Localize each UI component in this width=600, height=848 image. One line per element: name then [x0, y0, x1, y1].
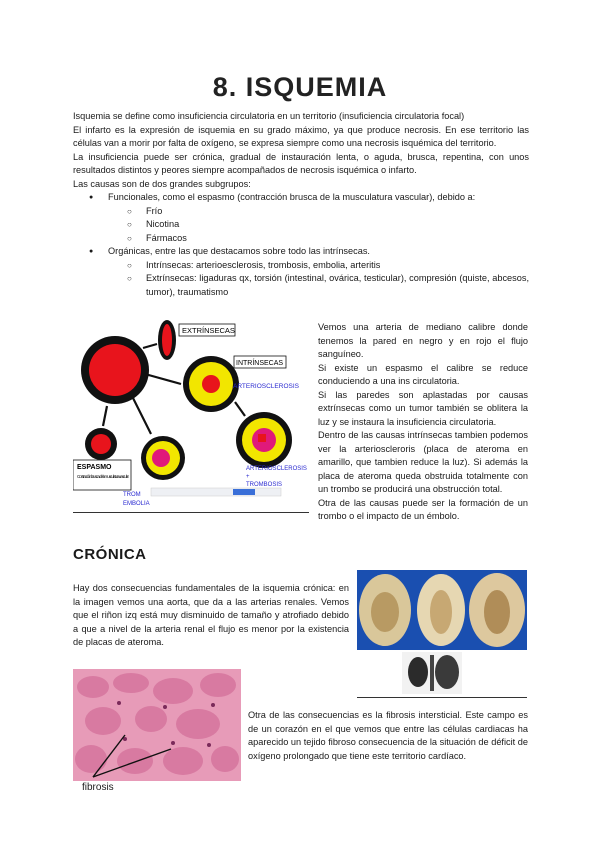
fibrosis-label: fibrosis	[82, 782, 114, 793]
definition-paragraph: Isquemia se define como insuficiencia circulatoria en un territorio (insuficiencia circulatoria focal)	[73, 111, 465, 121]
cronica-paragraph-2: Otra de las consecuencias es la fibrosis intersticial. Este campo es de un corazón en el que vemos que entre las células cardiacas ha aparecido un tejido fibroso consecuencia de la situación de déficit de oxígeno prolongado que tiene este territorio cardíaco.	[248, 710, 528, 761]
bullet-functional: Funcionales, como el espasmo (contracción brusca de la musculatura vascular), debido a:	[108, 192, 476, 202]
list-item: ○ Extrínsecas: ligaduras qx, torsión (intestinal, ovárica, testicular), compresión (quiste, abcesos, tumor), traumatismo	[108, 272, 529, 299]
sub-list	[108, 259, 529, 300]
page-title: 8. ISQUEMIA	[212, 72, 388, 102]
kidney-left-hilum	[371, 592, 399, 632]
artery-compressed-lumen	[162, 324, 172, 356]
label-espasmo: ESPASMO	[77, 464, 112, 471]
histology-fibrosis-image	[73, 669, 241, 781]
artery-causes-diagram	[73, 318, 309, 512]
embolus	[152, 449, 170, 467]
insufficiency-paragraph: La insuficiencia puede ser crónica, gradual de instauración lenta, o aguda, brusca, repentina, con unos resultados distintos y peores siempre acompañados de necrosis isquémica o infarto.	[73, 151, 529, 175]
bullet-organic: Orgánicas, entre las que destacamos sobre todo las intrínsecas.	[108, 246, 370, 256]
label-trombosis: TROMBOSIS	[246, 482, 283, 488]
list-item: ○ Frío	[108, 205, 529, 219]
residual-lumen	[258, 434, 266, 442]
infarct-paragraph: El infarto es la expresión de isquemia en su grado máximo, ya que produce necrosis. En ese territorio las células van a morir por falta de oxígeno, se expresa siempre como una necrosis isquémica del territorio.	[73, 124, 529, 148]
kidney-small-left	[408, 657, 428, 687]
label-arterio-trombosis: ARTERIOSCLEROSIS	[246, 466, 307, 472]
spasm-lumen	[91, 434, 111, 454]
label-trom: TROM	[123, 492, 141, 498]
toolbar-button	[233, 489, 255, 495]
label-extrinsecas: EXTRÍNSECAS	[182, 326, 235, 335]
video-toolbar	[151, 488, 281, 496]
list-item: ○ Nicotina	[108, 218, 529, 232]
kidney-middle-hilum	[430, 590, 452, 634]
label-intrinsecas: INTRÍNSECAS	[236, 360, 284, 367]
label-plus: +	[246, 474, 250, 480]
kidney-right-hilum	[484, 590, 510, 634]
label-espasmo-desc: Contracción brusca de la musculatura vascular	[77, 474, 129, 479]
list-item	[73, 245, 529, 299]
artery-lumen-normal	[89, 344, 141, 396]
kidney-photo	[357, 570, 527, 650]
causes-paragraph: Las causas son de dos grandes subgrupos:	[73, 178, 251, 189]
list-item: ○ Intrínsecas: arterioesclerosis, trombosis, embolia, arteritis	[108, 259, 529, 273]
sub-list	[108, 205, 529, 246]
cronica-paragraph-1: Hay dos consecuencias fundamentales de la isquemia crónica: en la imagen vemos una aorta, que da a las arterias renales. Vemos que el riñon izq está muy disminuido de tamaño y atrofiado debido a que a nivel de la arteria renal el flujo es menor por la existencia de placas de ateroma.	[73, 583, 349, 647]
section-heading-cronica: CRÓNICA	[73, 546, 147, 563]
label-embolia: EMBOLIA	[123, 501, 150, 507]
kidney-small-right	[435, 655, 459, 689]
atheroma-lumen	[202, 375, 220, 393]
label-arterio: ARTERIOSCLEROSIS	[233, 383, 299, 390]
aorta-kidneys-photo	[402, 652, 462, 694]
list-item	[73, 191, 529, 245]
figure-divider	[73, 512, 309, 513]
aorta	[430, 655, 434, 691]
intro-section	[73, 110, 529, 299]
figure-divider	[357, 697, 527, 698]
list-item: ○ Fármacos	[108, 232, 529, 246]
causes-list	[73, 191, 529, 299]
diagram-explanation: Vemos una arteria de mediano calibre donde tenemos la pared en negro y en rojo el flujo sanguíneo. Si existe un espasmo el calibre se reduce conduciendo a una ins circulatoria. Si las paredes son aplastadas por causas extrínsecas como un tumor también se oblitera la luz y se instaura la insuficiencia circulatoria. Dentro de las causas intrínsecas tambien podemos ver la arterioscleroris (placa de ateroma en amarillo, que tambien reduce la luz). Si además la placa de ateroma queda obstruida totalmente con un trombo se producirá una obstrucción total. Otra de las causas puede ser la formación de un trombo o el impacto de un émbolo.	[318, 322, 528, 521]
